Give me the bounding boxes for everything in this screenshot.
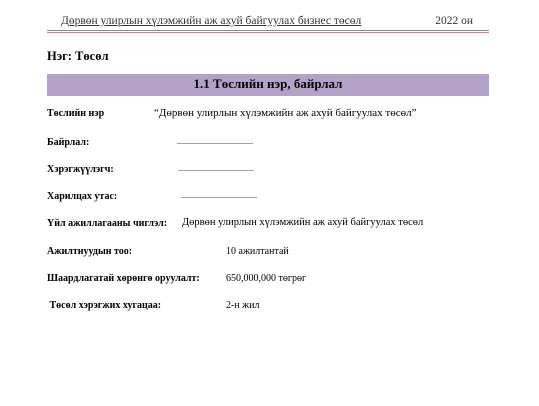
field-value: ......................................: [181, 191, 257, 200]
section-title: 1.1 Төслийн нэр, байрлал: [193, 76, 343, 91]
field-label: Харилцах утас:: [47, 191, 118, 202]
field-value: Дөрвөн улирлын хүлэмжийн аж ахуй байгуулах төсөл: [182, 217, 424, 228]
field-value: 10 ажилтантай: [226, 246, 289, 257]
page-header: [47, 14, 489, 31]
field-label: Хэрэгжүүлэгч:: [47, 164, 114, 175]
field-label: Ажилтнуудын тоо:: [47, 246, 133, 257]
field-value: “Дөрвөн улирлын хүлэмжийн аж ахуй байгуулах төсөл”: [154, 107, 417, 119]
chapter-heading: Нэг: Төсөл: [47, 49, 109, 63]
field-label: Төсөл хэрэгжих хугацаа:: [47, 300, 162, 311]
field-label: Төслийн нэр: [47, 108, 105, 119]
field-label: Шаардлагатай хөрөнгө оруулалт:: [47, 273, 200, 284]
field-label: Үйл ажиллагааны чиглэл:: [47, 218, 168, 229]
header-title: Дөрвөн улирлын хүлэмжийн аж ахуй байгуулах бизнес төсөл: [61, 15, 362, 27]
field-value: 2-н жил: [226, 300, 260, 311]
field-value: ......................................: [177, 137, 253, 146]
section-heading-bar: [47, 74, 489, 96]
field-label: Байрлал:: [47, 137, 90, 148]
field-value: 650,000,000 төгрөг: [226, 273, 307, 284]
header-year: 2022 он: [435, 15, 473, 27]
field-value: ......................................: [178, 164, 254, 173]
